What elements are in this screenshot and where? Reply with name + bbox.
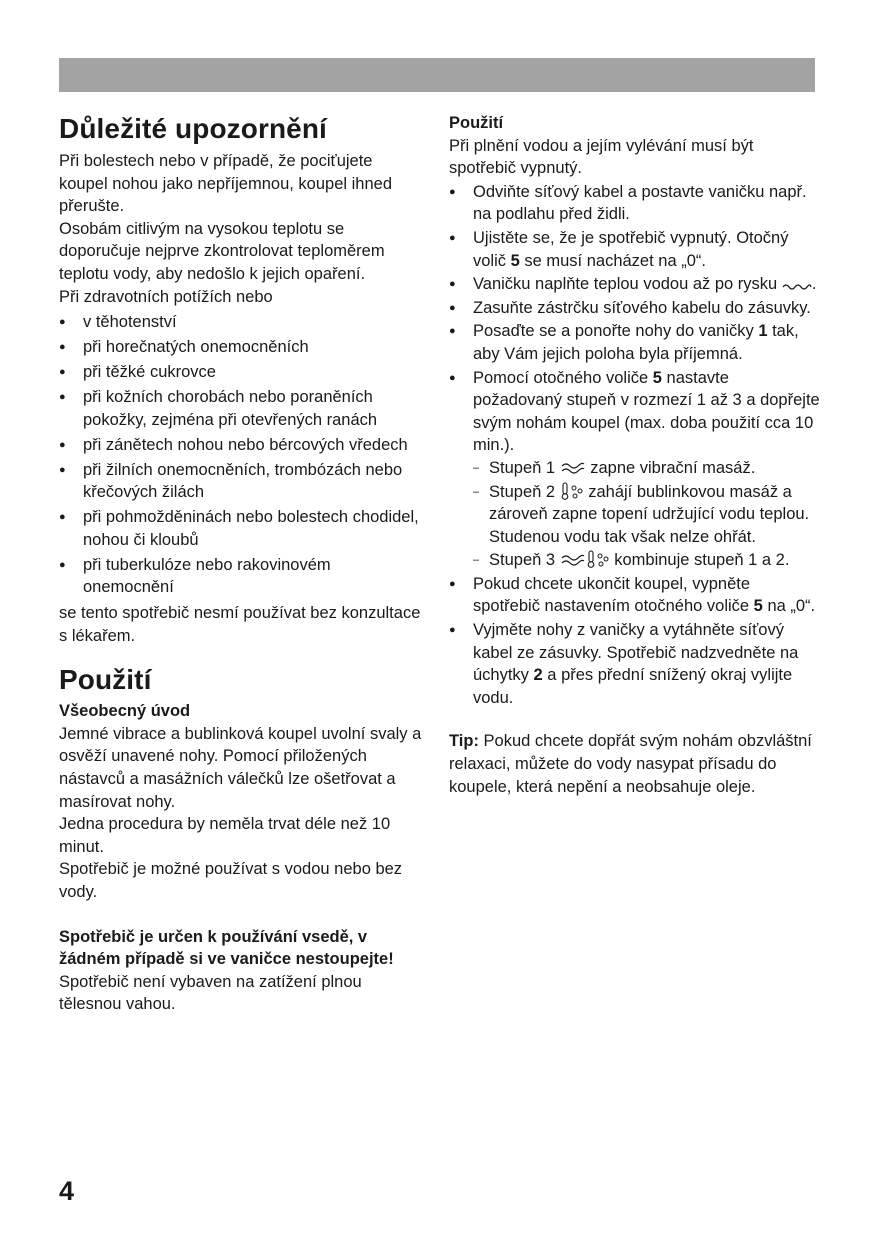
usage-intro: Při plnění vodou a jejím vylévání musí být spotřebič vypnutý. [449, 136, 754, 178]
general-intro-subtitle: Všeobecný úvod [59, 702, 191, 721]
list-item: ● při žilních onemocněních, trombózách nebo křečových žilách [59, 459, 425, 504]
tip-label: Tip: [449, 732, 479, 751]
list-item: ● při pohmožděninách nebo bolestech chodidel, nohou či kloubů [59, 506, 425, 551]
level-item: – Stupeň 1 zapne vibrační masáž. [473, 457, 821, 480]
list-item: ● Vyjměte nohy z vaničky a vytáhněte síťový kabel ze zásuvky. Spotřebič nadzvedněte na úchytky 2 a přes přední snížený okraj vylijte vodu. [449, 619, 821, 709]
intro-paragraph: Jedna procedura by neměla trvat déle než 10 minut. [59, 815, 391, 856]
warning-note: Spotřebič není vybaven na zatížení plnou tělesnou vahou. [59, 972, 362, 1014]
list-item: ● při zánětech nohou nebo bércových vředech [59, 434, 425, 457]
list-item: ● při tuberkulóze nebo rakovinovém onemocnění [59, 554, 425, 599]
list-item: ● v těhotenství [59, 311, 425, 334]
heater-icon [560, 482, 570, 500]
list-item: ● Posaďte se a ponořte nohy do vaničky 1 tak, aby Vám jejich poloha byla příjemná. [449, 320, 821, 365]
list-item: ● Odviňte síťový kabel a postavte vaničku např. na podlahu před židli. [449, 181, 821, 226]
notice-outro: se tento spotřebič nesmí používat bez konzultace s lékařem. [59, 604, 421, 645]
usage-steps-list [449, 181, 821, 710]
page-number: 4 [59, 1176, 75, 1206]
level-list [473, 457, 821, 572]
level-item: – Stupeň 3 kombinuje stupeň 1 a 2. [473, 549, 821, 572]
warning-text: Spotřebič je určen k používání vsedě, v žádném případě si ve vaničce nestoupejte! [59, 927, 394, 969]
list-item: ● při kožních chorobách nebo poraněních pokožky, zejména při otevřených ranách [59, 386, 425, 431]
list-item: ● Vaničku naplňte teplou vodou až po rysku . [449, 273, 821, 296]
list-item: ● Pomocí otočného voliče 5 nastavte požadovaný stupeň v rozmezí 1 až 3 a dopřejte svým nohám koupel (max. doba použití cca 10 min.). – Stupeň 1 zapne vibrační masáž. – Stupeň 2 zahájí bublinkovou masáž a zároveň zapne topení udržující vodu teplou. Studenou vodu tak však nelze ohřát. – Stupeň 3 kombinuje stupeň 1 a 2. [449, 367, 821, 572]
vibration-icon [560, 552, 586, 568]
water-level-icon [782, 280, 812, 292]
usage-title: Použití [59, 664, 152, 696]
bubbles-icon [570, 484, 584, 500]
list-item: ● Zasuňte zástrčku síťového kabelu do zásuvky. [449, 297, 821, 320]
left-column [59, 112, 425, 1016]
right-column [449, 112, 821, 798]
vibration-icon [560, 460, 586, 476]
tip-paragraph [449, 730, 821, 798]
level-item: – Stupeň 2 zahájí bublinkovou masáž a zároveň zapne topení udržující vodu teplou. Studenou vodu tak však nelze ohřát. [473, 481, 821, 549]
notice-paragraph: Osobám citlivým na vysokou teplotu se doporučuje nejprve zkontrolovat teploměrem teplotu vody, aby nedošlo k jejich opaření. [59, 219, 385, 283]
important-notice-title: Důležité upozornění [59, 113, 327, 144]
contraindications-list [59, 311, 425, 599]
list-item: ● při těžké cukrovce [59, 361, 425, 384]
list-item: ● při horečnatých onemocněních [59, 336, 425, 359]
header-bar [59, 58, 815, 92]
usage-subtitle: Použití [449, 114, 504, 132]
list-item: ● Ujistěte se, že je spotřebič vypnutý. Otočný volič 5 se musí nacházet na „0“. [449, 227, 821, 272]
list-item: ● Pokud chcete ukončit koupel, vypněte spotřebič nastavením otočného voliče 5 na „0“. [449, 573, 821, 618]
intro-paragraph: Spotřebič je možné používat s vodou nebo bez vody. [59, 860, 403, 901]
tip-text: Pokud chcete dopřát svým nohám obzvláštní relaxaci, můžete do vody nasypat přísadu do koupele, která nepění a neobsahuje oleje. [449, 732, 812, 796]
heater-icon [586, 550, 596, 568]
intro-paragraph: Jemné vibrace a bublinková koupel uvolní svaly a osvěží unavené nohy. Pomocí přiložených nástavců a masážních válečků lze ošetřovat a masírovat nohy. [59, 724, 422, 811]
notice-paragraph: Při bolestech nebo v případě, že pociťujete koupel nohou jako nepříjemnou, koupel ihned přerušte. [59, 152, 392, 216]
bubbles-icon [596, 552, 610, 568]
notice-paragraph: Při zdravotních potížích nebo [59, 287, 273, 306]
